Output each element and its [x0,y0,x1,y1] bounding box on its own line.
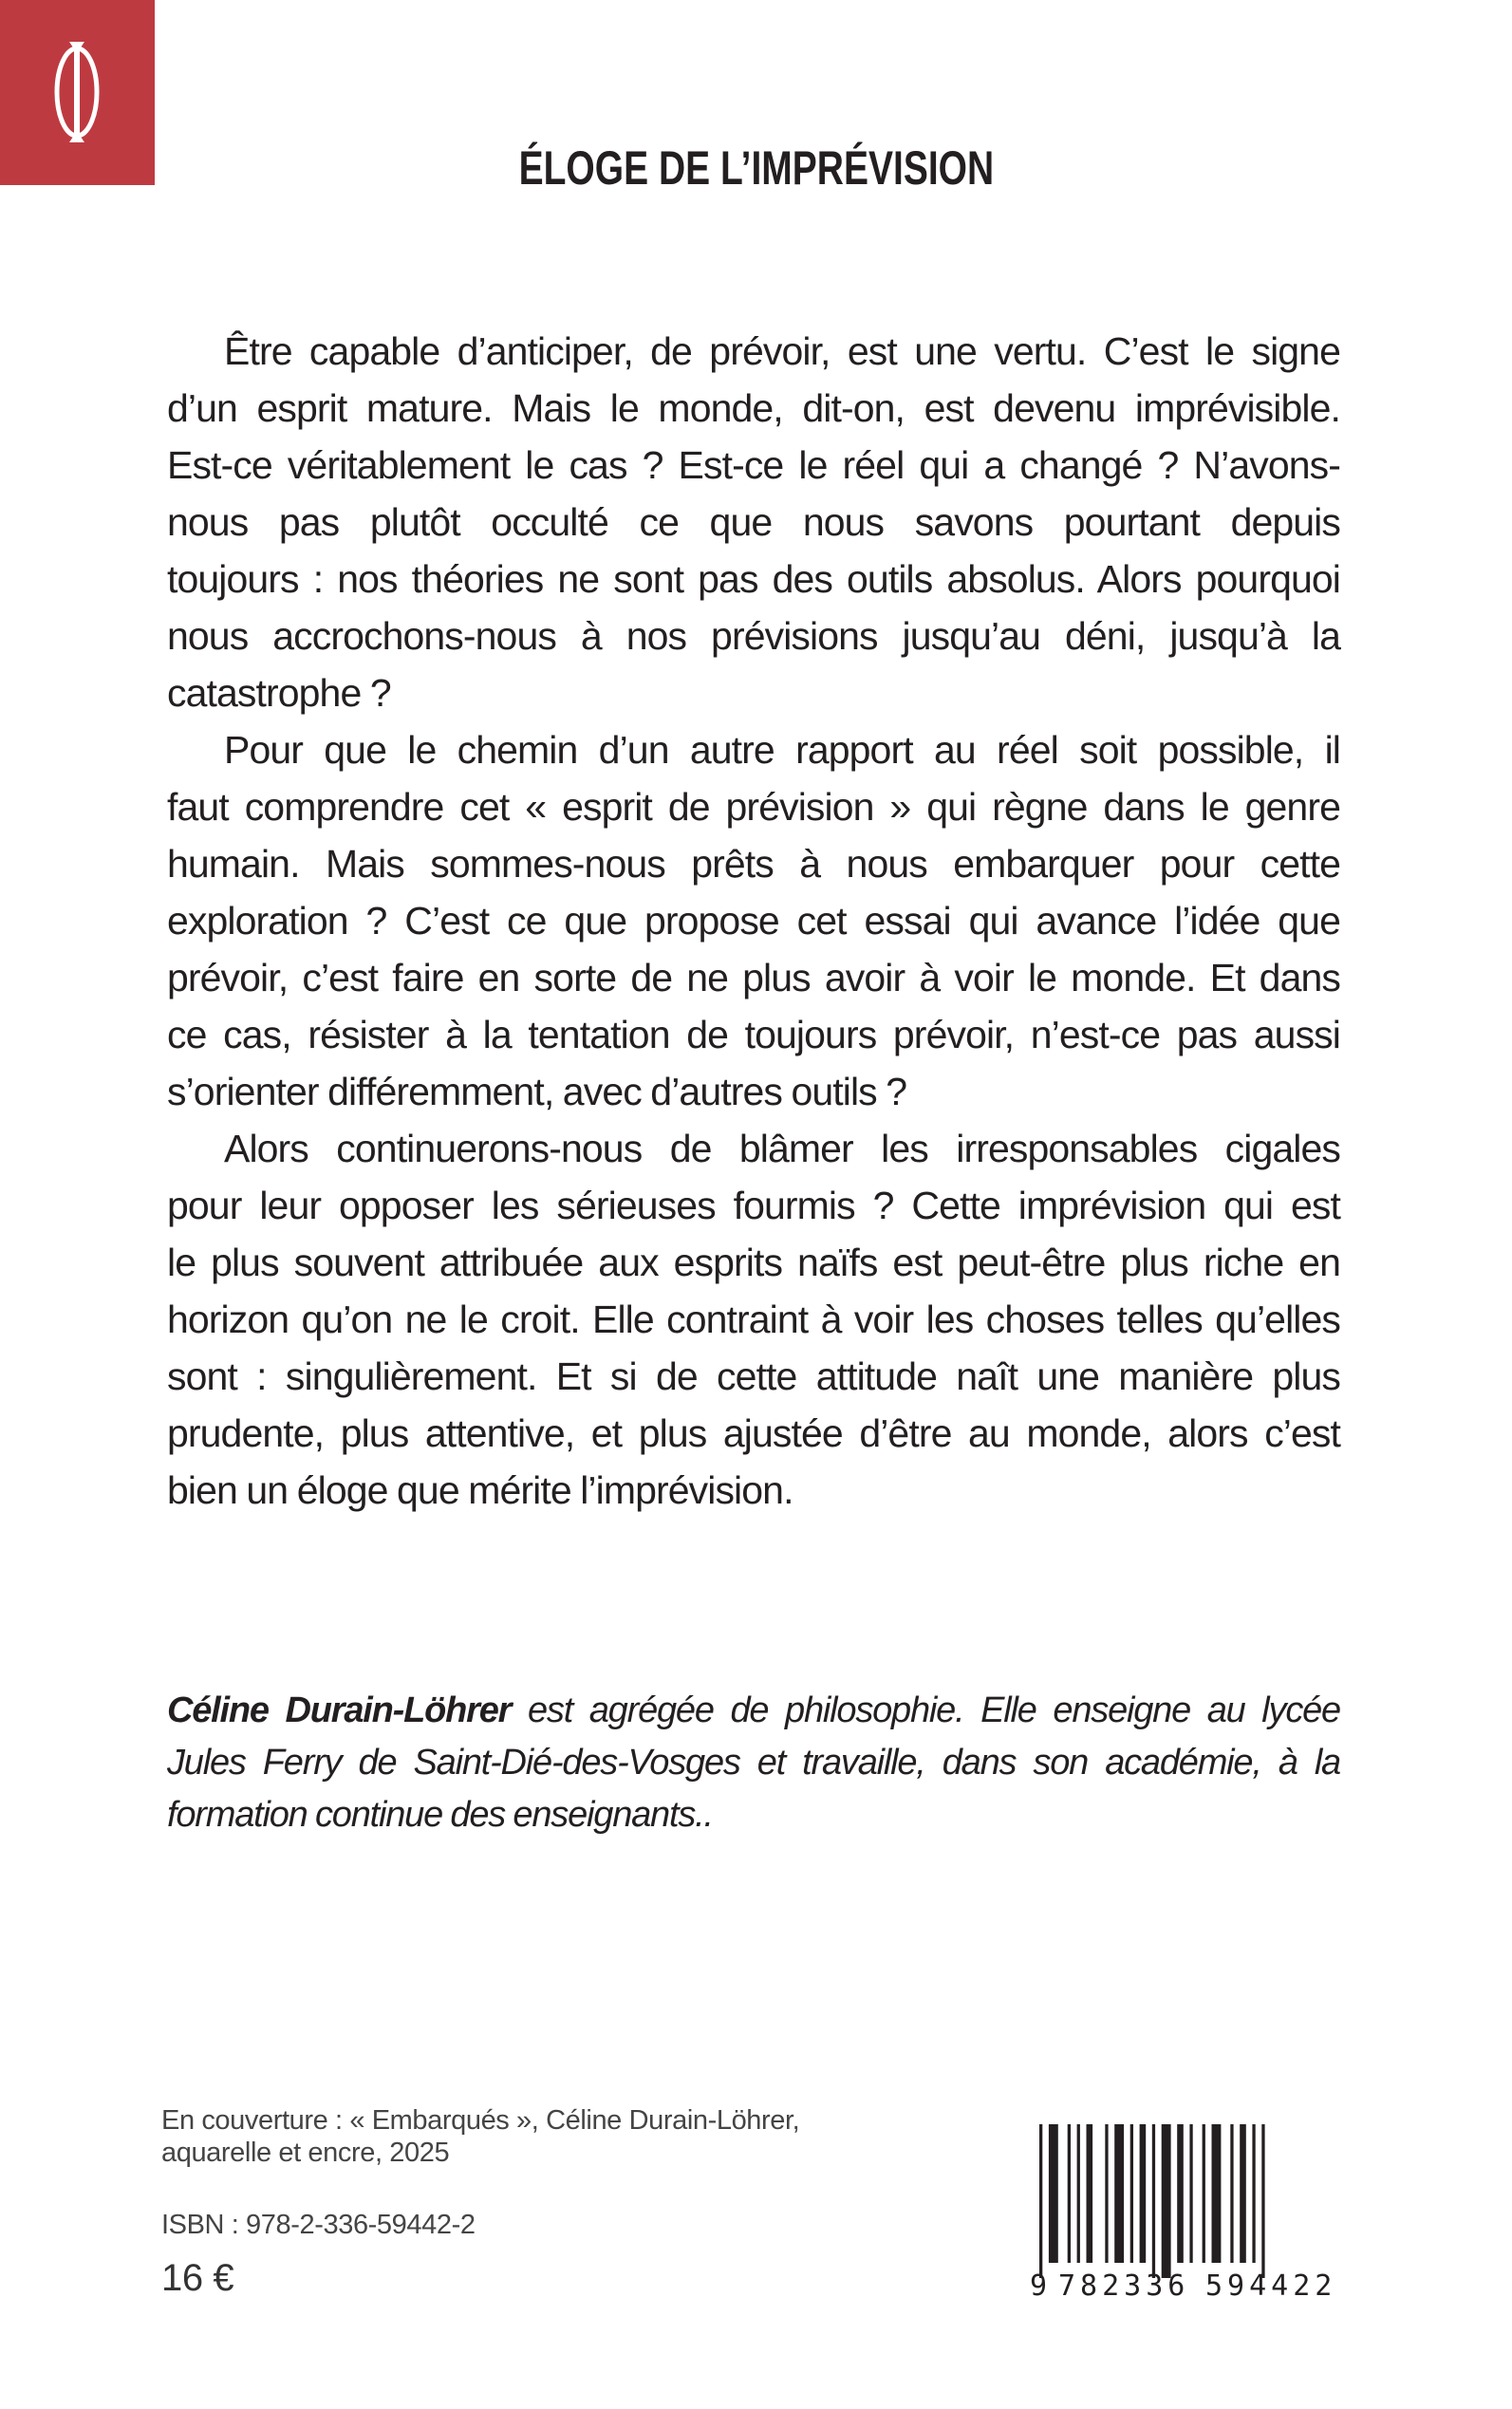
blurb-line: humain. Mais sommes-nous prêts à nous embarquer pour cette [167,842,1340,886]
barcode-bar [1189,2124,1192,2263]
blurb-line: Alors continuerons-nous de blâmer les irresponsables cigales [224,1127,1340,1170]
barcode-bar [1140,2124,1147,2263]
isbn: ISBN : 978-2-336-59442-2 [161,2210,476,2240]
barcode-digits-left: 782336 [1058,2269,1190,2300]
barcode-bar [1152,2124,1155,2278]
barcode-bar [1230,2124,1233,2263]
barcode-bar [1203,2124,1205,2263]
barcode-bar [1105,2124,1108,2263]
blurb-line: sont : singulièrement. Et si de cette attitude naît une manière plus [167,1354,1340,1398]
blurb-line: catastrophe ? [167,671,391,715]
bio-line: Jules Ferry de Saint-Dié-des-Vosges et travaille, dans son académie, à la [167,1743,1340,1783]
blurb-line: d’un esprit mature. Mais le monde, dit-on, est devenu imprévisible. [167,386,1340,430]
barcode-bar [1252,2124,1255,2263]
barcode-bar [1049,2124,1058,2263]
blurb-line: prudente, plus attentive, et plus ajustée d’être au monde, alors c’est [167,1411,1340,1455]
barcode-bar [1261,2124,1264,2278]
barcode-bar [1114,2124,1124,2263]
barcode-digit-first: 9 [1030,2269,1048,2300]
blurb-line: Être capable d’anticiper, de prévoir, est une vertu. C’est le signe [224,329,1340,373]
barcode-bar [1130,2124,1133,2263]
barcode-bar [1087,2124,1093,2263]
barcode-bar [1077,2124,1080,2263]
blurb-line: ce cas, résister à la tentation de toujours prévoir, n’est-ce pas aussi [167,1013,1340,1056]
blurb-line: Est-ce véritablement le cas ? Est-ce le réel qui a changé ? N’avons- [167,443,1340,487]
author-name: Céline Durain-Löhrer [167,1690,512,1730]
author-bio [167,1685,1340,1841]
bio-line [167,1685,1340,1737]
book-title [0,140,1512,196]
blurb-line: le plus souvent attribuée aux esprits naïfs est peut-être plus riche en [167,1241,1340,1284]
blurb-line: pour leur opposer les sérieuses fourmis ? Cette imprévision qui est [167,1184,1340,1227]
barcode-digits-right: 594422 [1205,2269,1337,2300]
bio-line: formation continue des enseignants.. [167,1795,713,1835]
isbn-barcode [1030,2124,1343,2300]
barcode-bar [1162,2124,1171,2278]
blurb-line: faut comprendre cet « esprit de prévision » qui règne dans le genre [167,785,1340,829]
barcode-bar [1068,2124,1071,2263]
barcode-bar [1039,2124,1042,2278]
blurb-line: bien un éloge que mérite l’imprévision. [167,1468,793,1512]
bio-text: est agrégée de philosophie. Elle enseigne au lycée [511,1690,1340,1730]
blurb-line: nous accrochons-nous à nos prévisions jusqu’au déni, jusqu’à la [167,614,1340,658]
blurb-line: horizon qu’on ne le croit. Elle contraint à voir les choses telles qu’elles [167,1298,1340,1341]
cover-credit-line: aquarelle et encre, 2025 [161,2138,450,2168]
blurb-line: toujours : nos théories ne sont pas des outils absolus. Alors pourquoi [167,557,1340,601]
cover-credit-line: En couverture : « Embarqués », Céline Durain-Löhrer, [161,2105,800,2136]
blurb-line: Pour que le chemin d’un autre rapport au réel soit possible, il [224,728,1340,772]
price: 16 € [161,2257,234,2299]
blurb-line: exploration ? C’est ce que propose cet essai qui avance l’idée que [167,899,1340,943]
back-cover-blurb [167,323,1340,1519]
book-title-text: ÉLOGE DE L’IMPRÉVISION [518,141,994,195]
blurb-line: nous pas plutôt occulté ce que nous savons pourtant depuis [167,500,1340,544]
barcode-bar [1212,2124,1222,2263]
blurb-line: s’orienter différemment, avec d’autres outils ? [167,1070,907,1113]
blurb-line: prévoir, c’est faire en sorte de ne plus avoir à voir le monde. Et dans [167,956,1340,999]
barcode-bar [1240,2124,1246,2263]
barcode-bar [1177,2124,1184,2263]
